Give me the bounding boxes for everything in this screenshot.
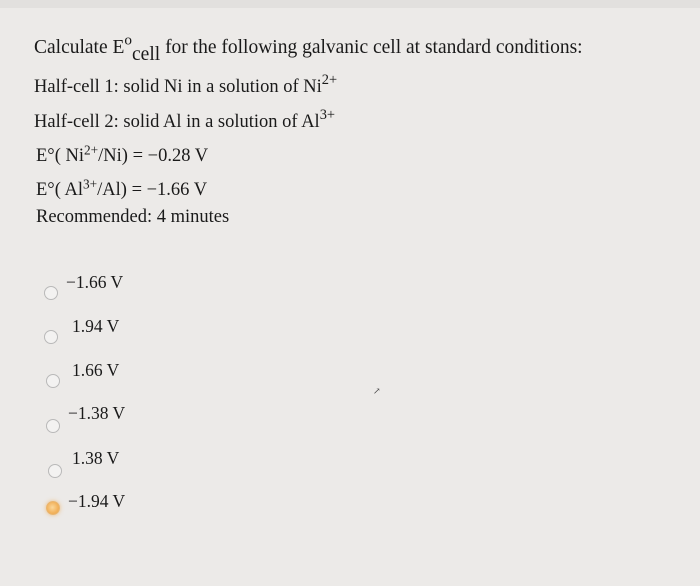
- half-cell-1: Half-cell 1: solid Ni in a solution of $Ni^{2+}$: [34, 72, 338, 97]
- answer-option[interactable]: [40, 360, 160, 390]
- half-cell-2: Half-cell 2: solid Al in a solution of $Al^{3+}$: [34, 107, 336, 132]
- radio-button[interactable]: [48, 464, 62, 478]
- answer-option[interactable]: [40, 403, 160, 433]
- recommended-time: Recommended: 4 minutes: [36, 207, 230, 227]
- radio-button[interactable]: [46, 374, 60, 388]
- ni-reduction-potential: E°( $Ni^{2+}/Ni) = -0.28$ V: [36, 142, 209, 166]
- option-label: 1.66 V: [72, 360, 120, 380]
- answer-option[interactable]: [40, 272, 160, 302]
- top-bar: [0, 0, 700, 8]
- option-label: −1.38 V: [68, 403, 126, 423]
- answer-option[interactable]: [40, 316, 160, 346]
- radio-button[interactable]: [44, 286, 58, 300]
- question-prompt: Calculate $E^o_{cell}$ for the following galvanic cell at standard conditions:: [34, 31, 583, 65]
- answer-option[interactable]: [40, 491, 160, 521]
- option-label: −1.66 V: [66, 272, 124, 292]
- al-reduction-potential: E°( $Al^{3+}/Al) = -1.66$ V: [36, 176, 208, 200]
- answer-option[interactable]: [40, 448, 160, 478]
- radio-button[interactable]: [44, 330, 58, 344]
- option-label: 1.94 V: [72, 316, 120, 336]
- option-label: −1.94 V: [68, 491, 126, 511]
- option-label: 1.38 V: [72, 448, 120, 468]
- radio-button-selected[interactable]: [46, 501, 60, 515]
- cursor-mark: ↗: [373, 386, 381, 396]
- radio-button[interactable]: [46, 419, 60, 433]
